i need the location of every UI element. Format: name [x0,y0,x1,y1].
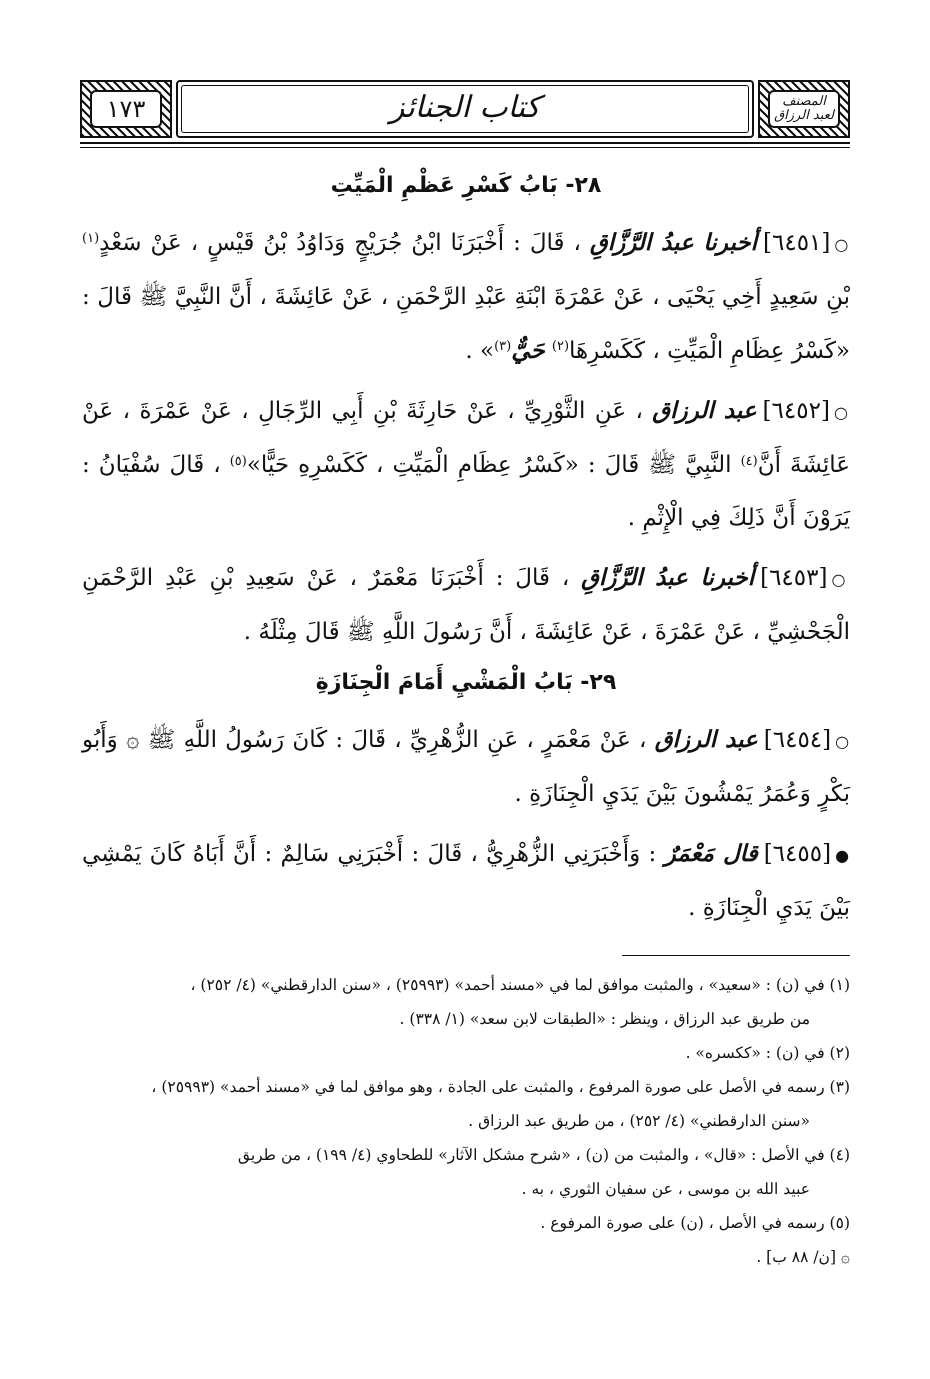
footnote-text: (٢) في (ن) : «ككسره» . [685,1044,850,1062]
footnotes [82,968,850,1274]
header-rule [80,142,850,144]
hadith-text: ، قَالَ سُفْيَانُ : يَرَوْنَ أَنَّ ذَلِكَ فِي الْإِثْمِ . [82,452,850,531]
narrator-keyword: عبد الرزاق [652,397,757,424]
footnote-text: (١) في (ن) : «سعيد» ، والمثبت موافق لما في «مسند أحمد» (٢٥٩٩٣) ، «سنن الدارقطني» (٤/ ٢٥٢) ، [190,976,850,994]
footnote-ref[interactable]: (٤) [740,454,758,469]
hadith-text: بْنِ سَعِيدٍ أَخِي يَحْيَى ، عَنْ عَمْرَةَ ابْنَةِ عَبْدِ الرَّحْمَنِ ، عَنْ عَائِشَةَ ، أَنَّ النَّبِيَّ ﷺ قَالَ : «كَسْرُ عِظَامِ الْمَيِّتِ ، كَكَسْرِهَا [82,284,850,364]
hadith-text: النَّبِيَّ ﷺ قَالَ : «كَسْرُ عِظَامِ الْمَيِّتِ ، كَكَسْرِهِ حَيًّا» [246,452,732,478]
hadith-text: ، عَنِ الثَّوْرِيِّ ، عَنْ حَارِثَةَ بْنِ أَبِي الرِّجَالِ ، عَنْ عَمْرَةَ ، عَنْ عَائِشَةَ أَنَّ [82,398,851,478]
hadith-number: [٦٤٥٤] [763,727,832,753]
footnote-3 [82,1070,850,1138]
page-header [80,80,850,152]
hadith-text: » . [465,338,495,364]
circle-marker-icon: ○ [835,732,850,751]
hadith-entry-6451 [82,216,850,378]
footnote-4 [82,1138,850,1206]
footnote-5 [82,1206,850,1240]
footnote-1 [82,968,850,1036]
footnote-ref[interactable]: (٥) [229,454,247,469]
footnote-text: (٥) رسمه في الأصل ، (ن) على صورة المرفوع . [540,1214,850,1232]
footnote-text-cont: «سنن الدارقطني» (٤/ ٢٥٢) ، من طريق عبد الرزاق . [468,1112,810,1130]
hadith-entry-6454 [82,713,850,821]
hadith-text: حَيٌّ [511,337,545,364]
hadith-text: ، عَنْ مَعْمَرٍ ، عَنِ الزُّهْرِيِّ ، قَالَ : كَانَ رَسُولُ اللَّهِ ﷺ ۞ وَأَبُو بَكْرٍ وَعُمَرُ يَمْشُونَ بَيْنَ يَدَيِ الْجِنَازَةِ . [82,727,850,807]
page-number-ornament [80,80,172,138]
narrator-keyword: قال مَعْمَرٌ [664,840,758,867]
filled-circle-marker-icon: ● [835,846,851,865]
hadith-entry-6455 [82,827,850,935]
header-rule-thin [80,147,850,148]
narrator-keyword: عبد الرزاق [654,726,758,753]
footnote-text: (٤) في الأصل : «قال» ، والمثبت من (ن) ، «شرح مشكل الآثار» للطحاوي (٤/ ١٩٩) ، من طريق [237,1146,850,1164]
footnote-separator [622,955,850,956]
hadith-text: ، قَالَ : أَخْبَرَنَا ابْنُ جُرَيْجٍ وَدَاوُدُ بْنُ قَيْسٍ ، عَنْ سَعْدٍ [99,230,581,256]
chapter-heading-28: ٢٨- بَابُ كَسْرِ عَظْمِ الْمَيِّتِ [330,173,602,198]
footnote-text-cont: عبيد الله بن موسى ، عن سفيان الثوري ، به . [521,1180,810,1198]
logo-ornament [758,80,850,138]
narrator-keyword: أخبرنا عبدُ الرَّزَّاقِ [581,564,755,591]
footnote-text-cont: من طريق عبد الرزاق ، وينظر : «الطبقات لابن سعد» (١/ ٣٣٨) . [399,1010,810,1028]
footnote-ref[interactable]: (٢) [551,339,570,354]
hadith-number: [٦٤٥٢] [762,398,830,424]
hadith-number: [٦٤٥٣] [760,565,828,591]
hadith-text: : وَأَخْبَرَنِي الزُّهْرِيُّ ، قَالَ : أَخْبَرَنِي سَالِمٌ : أَنَّ أَبَاهُ كَانَ يَمْشِي بَيْنَ يَدَيِ الْجِنَازَةِ . [82,841,850,921]
circle-marker-icon: ○ [833,403,850,422]
hadith-number: [٦٤٥١] [763,230,831,256]
hadith-entry-6453 [82,551,850,659]
circle-marker-icon: ○ [834,235,850,254]
footnote-2 [82,1036,850,1070]
hadith-entry-6452 [82,384,850,545]
footnote-text: (٣) رسمه في الأصل على صورة المرفوع ، والمثبت على الجادة ، وهو موافق لما في «مسند أحمد» (٢٥٩٩٣) ، [151,1078,850,1096]
main-text [82,168,850,941]
hadith-number: [٦٤٥٥] [763,841,832,867]
logo-text: المصنف لعبد الرزاق [768,90,840,128]
title-frame [176,80,754,138]
footnote-ref[interactable]: (١) [82,231,100,246]
chapter-heading-29: ٢٩- بَابُ الْمَشْيِ أَمَامَ الْجِنَازَةِ [315,670,617,695]
narrator-keyword: أخبرنا عبدُ الرَّزَّاقِ [589,229,757,256]
circle-marker-icon: ○ [831,570,850,589]
footnote-page-ref [82,1240,850,1274]
page-number: ١٧٣ [90,90,162,128]
footnote-ref[interactable]: (٣) [494,339,512,354]
book-title: كتاب الجنائز [389,90,541,125]
hadith-text: ، قَالَ : أَخْبَرَنَا مَعْمَرٌ ، عَنْ سَعِيدِ بْنِ عَبْدِ الرَّحْمَنِ الْجَحْشِيِّ ، عَنْ عَمْرَةَ ، عَنْ عَائِشَةَ ، أَنَّ رَسُولَ اللَّهِ ﷺ قَالَ مِثْلَهُ . [82,565,850,645]
footnote-text: ۞ [ن/ ٨٨ ب] . [756,1248,850,1266]
